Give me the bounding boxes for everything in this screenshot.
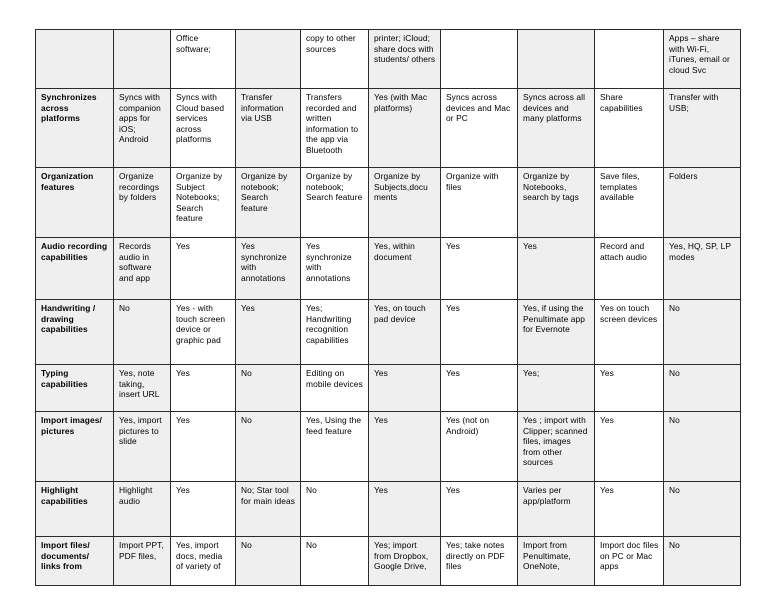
table-cell: Varies per app/platform bbox=[518, 482, 595, 537]
table-body bbox=[36, 30, 741, 586]
table-cell: No bbox=[301, 537, 369, 586]
table-cell: Yes, import docs, media of variety of bbox=[171, 537, 236, 586]
table-cell: Record and attach audio bbox=[595, 238, 664, 300]
table-cell: Organize by Subject Notebooks; Search feature bbox=[171, 168, 236, 238]
row-header-cell: Handwriting / drawing capabilities bbox=[36, 300, 114, 365]
feature-comparison-table bbox=[35, 29, 741, 586]
table-cell: Editing on mobile devices bbox=[301, 365, 369, 412]
table-row bbox=[36, 168, 741, 238]
table-cell: No bbox=[236, 365, 301, 412]
table-cell: Yes - with touch screen device or graphic pad bbox=[171, 300, 236, 365]
table-row bbox=[36, 482, 741, 537]
table-cell: Yes, on touch pad device bbox=[369, 300, 441, 365]
table-cell: Yes bbox=[441, 482, 518, 537]
table-cell: No bbox=[114, 300, 171, 365]
table-cell: Syncs with Cloud based services across platforms bbox=[171, 89, 236, 168]
table-cell bbox=[236, 30, 301, 89]
table-cell: Yes bbox=[441, 238, 518, 300]
table-cell: Yes bbox=[441, 365, 518, 412]
table-cell: printer; iCloud; share docs with students/ others bbox=[369, 30, 441, 89]
table-cell: Syncs across all devices and many platforms bbox=[518, 89, 595, 168]
table-cell: No bbox=[236, 537, 301, 586]
table-cell: Yes (with Mac platforms) bbox=[369, 89, 441, 168]
table-row bbox=[36, 89, 741, 168]
table-cell: Import PPT, PDF files, bbox=[114, 537, 171, 586]
table-cell: Save files, templates available bbox=[595, 168, 664, 238]
table-cell: Transfer information via USB bbox=[236, 89, 301, 168]
table-cell: Organize by notebook; Search feature bbox=[236, 168, 301, 238]
table-cell: Yes bbox=[369, 482, 441, 537]
table-cell: Yes, within document bbox=[369, 238, 441, 300]
table-cell: Import doc files on PC or Mac apps bbox=[595, 537, 664, 586]
table-cell: Organize with files bbox=[441, 168, 518, 238]
table-row bbox=[36, 412, 741, 482]
table-cell: Syncs with companion apps for iOS; Android bbox=[114, 89, 171, 168]
table-cell: No bbox=[236, 412, 301, 482]
table-cell: Yes bbox=[595, 482, 664, 537]
table-cell: Yes bbox=[171, 238, 236, 300]
table-cell: No; Star tool for main ideas bbox=[236, 482, 301, 537]
table-cell: Yes bbox=[369, 412, 441, 482]
table-cell: Syncs across devices and Mac or PC bbox=[441, 89, 518, 168]
table-cell: Share capabilities bbox=[595, 89, 664, 168]
table-row bbox=[36, 238, 741, 300]
row-header-cell: Import images/ pictures bbox=[36, 412, 114, 482]
table-cell: No bbox=[664, 365, 741, 412]
table-cell: Organize recordings by folders bbox=[114, 168, 171, 238]
table-cell bbox=[441, 30, 518, 89]
table-cell: Yes bbox=[518, 238, 595, 300]
table-cell: Yes; bbox=[518, 365, 595, 412]
table-cell: Yes bbox=[171, 365, 236, 412]
table-cell: No bbox=[664, 412, 741, 482]
table-cell: No bbox=[664, 300, 741, 365]
table-cell: Office software; bbox=[171, 30, 236, 89]
table-cell: Yes (not on Android) bbox=[441, 412, 518, 482]
table-cell: Yes bbox=[441, 300, 518, 365]
table-cell: Yes ; import with Clipper; scanned files, images from other sources bbox=[518, 412, 595, 482]
table-cell: Yes bbox=[595, 365, 664, 412]
table-row bbox=[36, 30, 741, 89]
table-cell: Yes, HQ, SP, LP modes bbox=[664, 238, 741, 300]
table-cell: Organize by Subjects,docu ments bbox=[369, 168, 441, 238]
table-cell: Organize by notebook; Search feature bbox=[301, 168, 369, 238]
table-cell: Transfers recorded and written information to the app via Bluetooth bbox=[301, 89, 369, 168]
row-header-cell: Organization features bbox=[36, 168, 114, 238]
comparison-table-container bbox=[35, 29, 740, 586]
table-cell bbox=[114, 30, 171, 89]
row-header-cell: Import files/ documents/ links from bbox=[36, 537, 114, 586]
table-cell: Records audio in software and app bbox=[114, 238, 171, 300]
table-cell: Yes; take notes directly on PDF files bbox=[441, 537, 518, 586]
table-row bbox=[36, 537, 741, 586]
table-cell: Yes synchronize with annotations bbox=[301, 238, 369, 300]
row-header-cell bbox=[36, 30, 114, 89]
table-cell bbox=[595, 30, 664, 89]
table-cell: Yes on touch screen devices bbox=[595, 300, 664, 365]
row-header-cell: Typing capabilities bbox=[36, 365, 114, 412]
table-cell: Yes, if using the Penultimate app for Evernote bbox=[518, 300, 595, 365]
table-cell: Yes bbox=[171, 482, 236, 537]
table-cell: Yes; import from Dropbox, Google Drive, bbox=[369, 537, 441, 586]
table-cell: Organize by Notebooks, search by tags bbox=[518, 168, 595, 238]
table-cell: Highlight audio bbox=[114, 482, 171, 537]
table-row bbox=[36, 365, 741, 412]
table-cell bbox=[518, 30, 595, 89]
table-cell: Import from Penultimate, OneNote, bbox=[518, 537, 595, 586]
table-cell: No bbox=[301, 482, 369, 537]
table-cell: Yes, Using the feed feature bbox=[301, 412, 369, 482]
table-cell: Yes synchronize with annotations bbox=[236, 238, 301, 300]
table-cell: Folders bbox=[664, 168, 741, 238]
table-cell: Transfer with USB; bbox=[664, 89, 741, 168]
table-cell: copy to other sources bbox=[301, 30, 369, 89]
row-header-cell: Audio recording capabilities bbox=[36, 238, 114, 300]
table-cell: Yes; Handwriting recognition capabilities bbox=[301, 300, 369, 365]
table-cell: Yes bbox=[171, 412, 236, 482]
row-header-cell: Highlight capabilities bbox=[36, 482, 114, 537]
table-cell: Apps – share with Wi-Fi, iTunes, email or cloud Svc bbox=[664, 30, 741, 89]
table-cell: No bbox=[664, 537, 741, 586]
table-cell: Yes bbox=[369, 365, 441, 412]
table-cell: No bbox=[664, 482, 741, 537]
table-cell: Yes bbox=[595, 412, 664, 482]
table-cell: Yes, import pictures to slide bbox=[114, 412, 171, 482]
table-row bbox=[36, 300, 741, 365]
table-cell: Yes, note taking, insert URL bbox=[114, 365, 171, 412]
table-cell: Yes bbox=[236, 300, 301, 365]
row-header-cell: Synchronizes across platforms bbox=[36, 89, 114, 168]
